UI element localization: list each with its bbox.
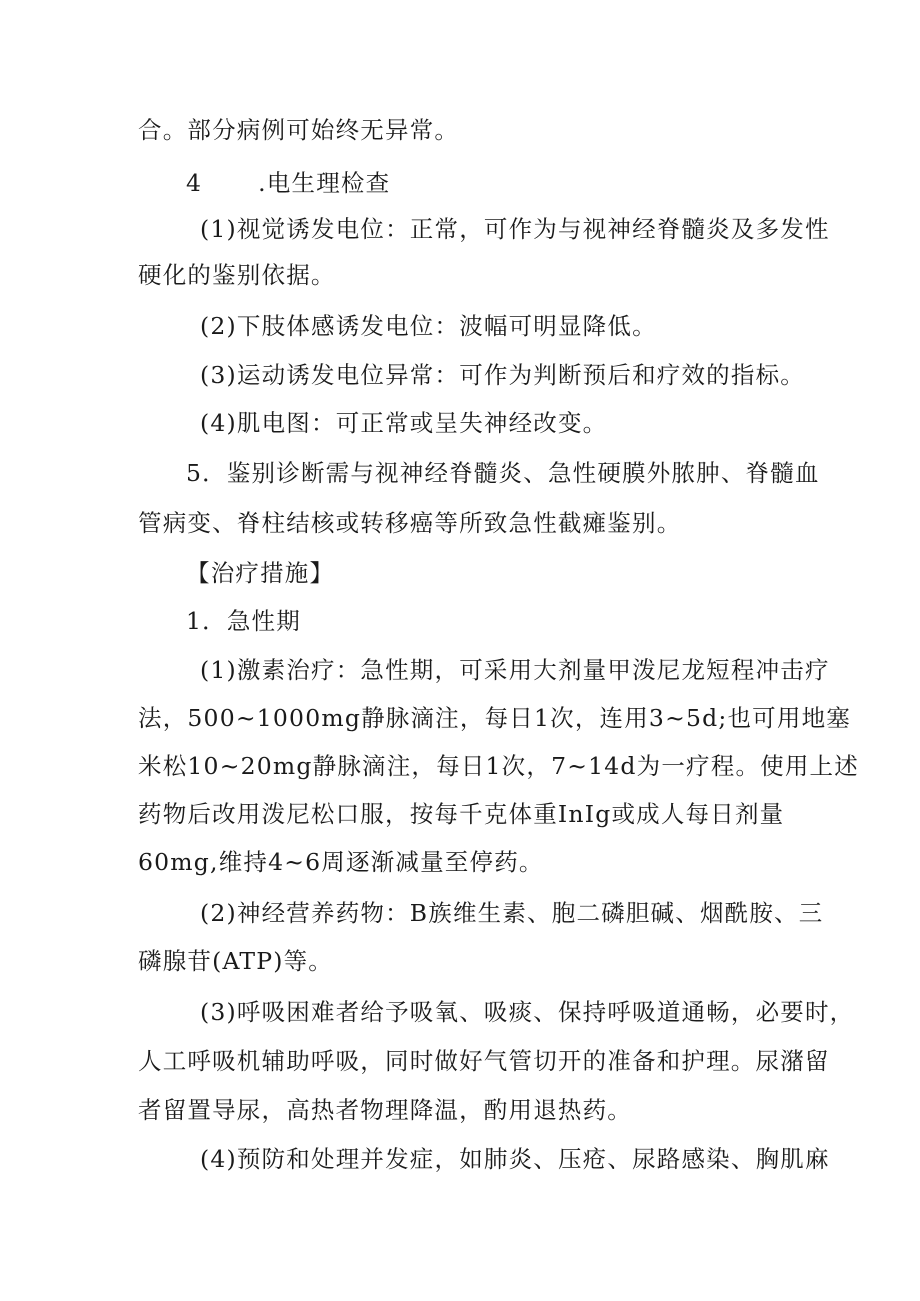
text-line: 管病变、脊柱结核或转移癌等所致急性截瘫鉴别。	[138, 509, 682, 537]
text-line: 者留置导尿，高热者物理降温，酌用退热药。	[138, 1096, 632, 1124]
section-number: 4	[186, 169, 203, 197]
text-line: (4)预防和处理并发症，如肺炎、压疮、尿路感染、胸肌麻	[200, 1145, 830, 1173]
text-line: 合。部分病例可始终无异常。	[138, 116, 460, 144]
text-line: 药物后改用泼尼松口服，按每千克体重InIg或成人每日剂量	[138, 800, 785, 828]
text-line: 磷腺苷(ATP)等。	[138, 947, 334, 975]
text-line: 人工呼吸机辅助呼吸，同时做好气管切开的准备和护理。尿潴留	[138, 1047, 830, 1075]
text-line: 米松10~20mg静脉滴注，每日1次，7~14d为一疗程。使用上述	[138, 752, 859, 780]
text-line: (4)肌电图：可正常或呈失神经改变。	[200, 409, 608, 437]
text-line: 60mg,维持4~6周逐渐减量至停药。	[138, 848, 544, 876]
subsection-heading-acute: 1．急性期	[186, 607, 301, 635]
text-line: 法，500~1000mg静脉滴注，每日1次，连用3~5d;也可用地塞	[138, 704, 851, 732]
treatment-heading: 【治疗措施】	[186, 559, 335, 587]
text-line: 硬化的鉴别依据。	[138, 261, 336, 289]
section-title: .电生理检查	[258, 169, 391, 197]
text-line: (1)视觉诱发电位：正常，可作为与视神经脊髓炎及多发性	[200, 215, 830, 243]
text-line: (2)下肢体感诱发电位：波幅可明显降低。	[200, 312, 657, 340]
text-line: 5．鉴别诊断需与视神经脊髓炎、急性硬膜外脓肿、脊髓血	[186, 459, 820, 487]
section-heading-electrophysiology	[186, 168, 390, 198]
text-line: (3)呼吸困难者给予吸氧、吸痰、保持呼吸道通畅，必要时，	[200, 998, 855, 1026]
text-line: (3)运动诱发电位异常：可作为判断预后和疗效的指标。	[200, 361, 805, 389]
text-line: (2)神经营养药物：B族维生素、胞二磷胆碱、烟酰胺、三	[200, 899, 824, 927]
text-line: (1)激素治疗：急性期，可采用大剂量甲泼尼龙短程冲击疗	[200, 656, 830, 684]
